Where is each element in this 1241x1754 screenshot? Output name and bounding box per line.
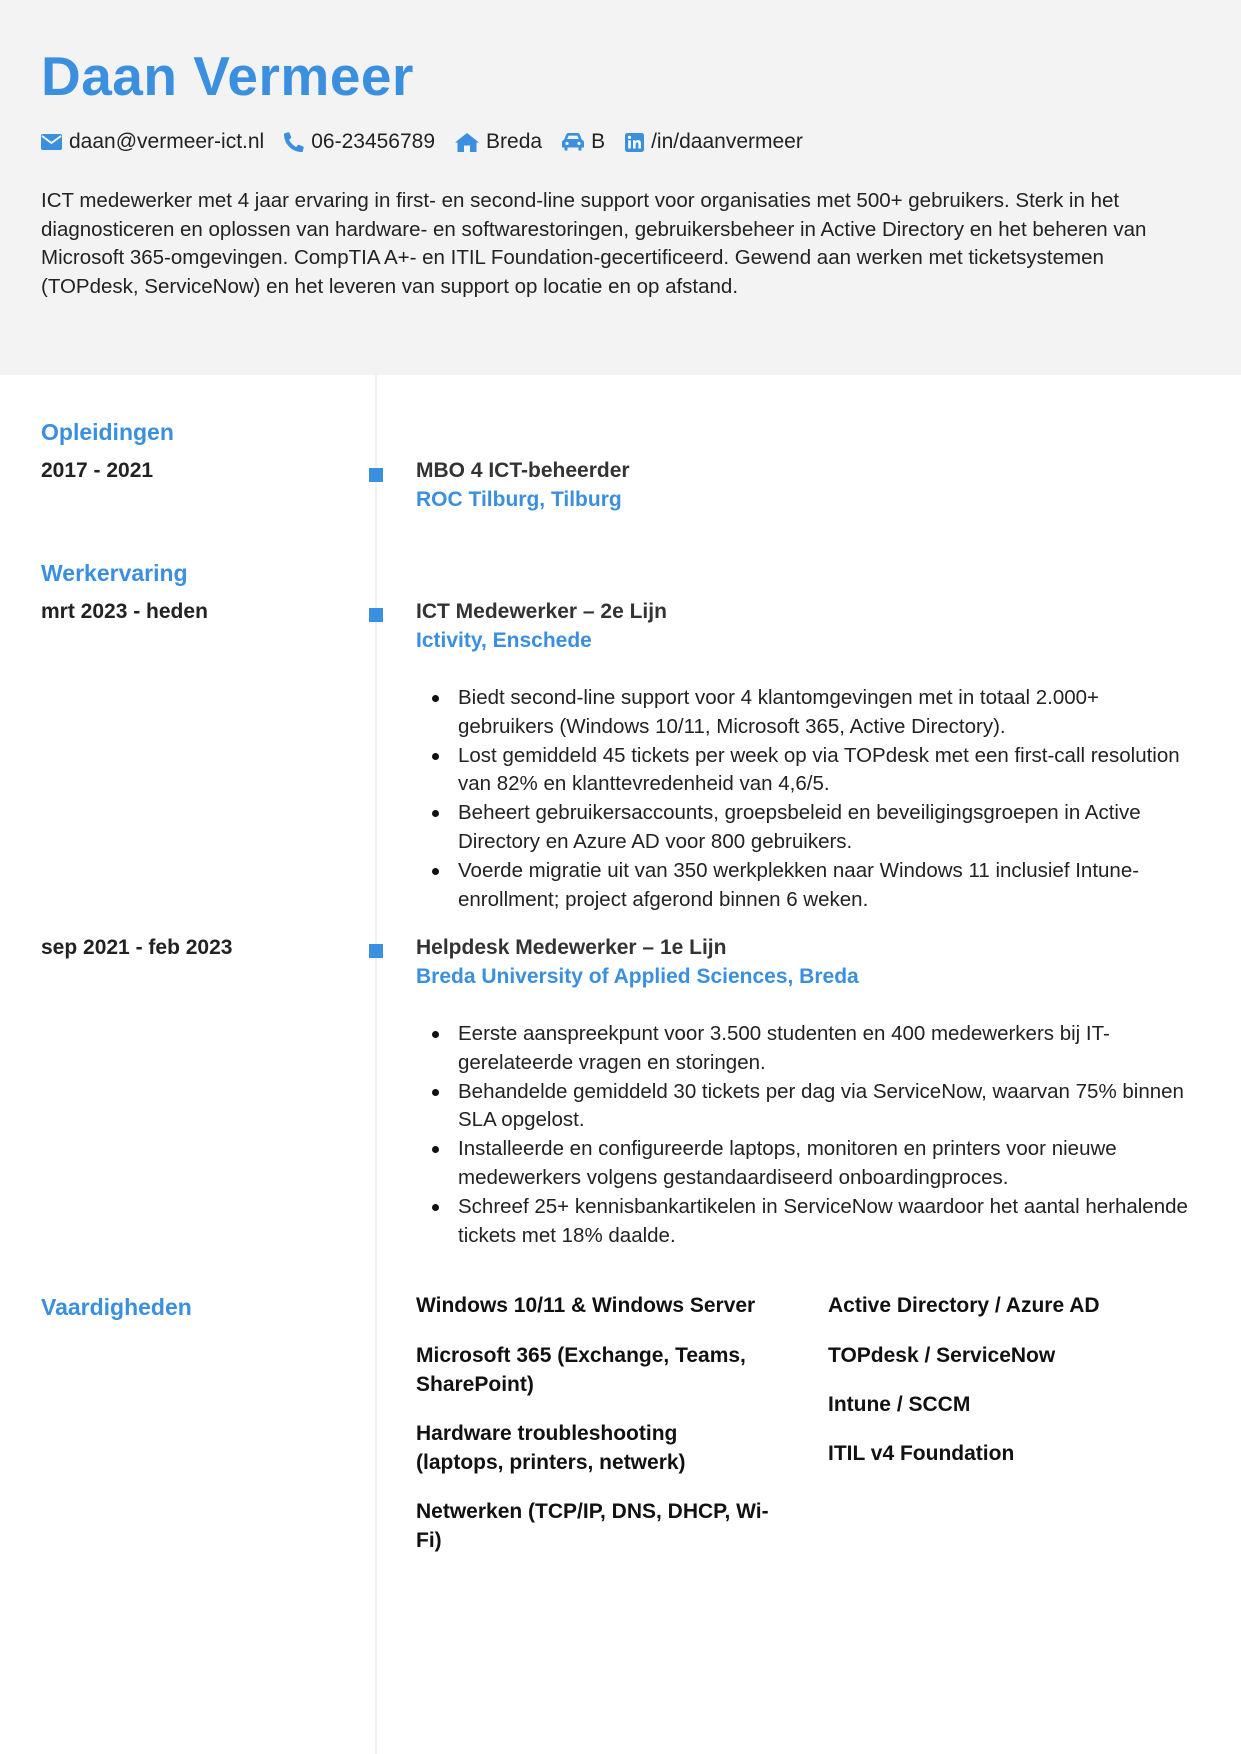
experience-bullets bbox=[416, 684, 1196, 914]
contact-city bbox=[455, 130, 542, 154]
skill-item: Windows 10/11 & Windows Server bbox=[416, 1294, 756, 1317]
city-text: Breda bbox=[486, 130, 543, 153]
education-school: ROC Tilburg, Tilburg bbox=[416, 488, 622, 511]
profile-summary: ICT medewerker met 4 jaar ervaring in first- en second-line support voor organisaties met 500+ gebruikers. Sterk in het diagnosticeren en oplossen van hardware- en softwarestoringen, gebruikersbeheer in Active Directory en het beheren van Microsoft 365-omgevingen. CompTIA A+- en ITIL Foundation-gecertificeerd. Gewend aan werken met ticketsystemen (TOPdesk, ServiceNow) en het leveren van support op locatie en op afstand. bbox=[41, 189, 1147, 298]
experience-company: Ictivity, Enschede bbox=[416, 629, 592, 652]
column-divider bbox=[375, 375, 377, 1754]
linkedin-text: /in/daanvermeer bbox=[651, 130, 803, 153]
education-title: MBO 4 ICT-beheerder bbox=[416, 459, 630, 482]
skill-item: TOPdesk / ServiceNow bbox=[828, 1344, 1056, 1367]
skill-item: Netwerken (TCP/IP, DNS, DHCP, Wi-Fi) bbox=[416, 1500, 769, 1552]
timeline-marker bbox=[369, 944, 383, 958]
header bbox=[0, 0, 1241, 375]
phone-icon bbox=[284, 132, 304, 152]
list-item: Voerde migratie uit van 350 werkplekken naar Windows 11 inclusief Intune-enrollment; project afgerond binnen 6 weken. bbox=[458, 857, 1196, 915]
skill-item: Intune / SCCM bbox=[828, 1393, 971, 1416]
timeline-marker bbox=[369, 608, 383, 622]
section-title-experience: Werkervaring bbox=[41, 560, 188, 586]
experience-bullets bbox=[416, 1020, 1196, 1250]
skill-item: ITIL v4 Foundation bbox=[828, 1442, 1015, 1465]
list-item: Installeerde en configureerde laptops, monitoren en printers voor nieuwe medewerkers volgens gestandaardiseerd onboardingproces. bbox=[458, 1135, 1196, 1193]
phone-text: 06-23456789 bbox=[311, 130, 436, 153]
experience-company: Breda University of Applied Sciences, Breda bbox=[416, 965, 859, 988]
experience-date: sep 2021 - feb 2023 bbox=[41, 936, 233, 959]
list-item: Behandelde gemiddeld 30 tickets per dag via ServiceNow, waarvan 75% binnen SLA opgelost. bbox=[458, 1078, 1196, 1136]
section-title-skills: Vaardigheden bbox=[41, 1294, 192, 1320]
experience-date: mrt 2023 - heden bbox=[41, 600, 208, 623]
list-item: Biedt second-line support voor 4 klantomgevingen met in totaal 2.000+ gebruikers (Windows 10/11, Microsoft 365, Active Directory). bbox=[458, 684, 1196, 742]
license-text: B bbox=[591, 130, 606, 153]
contact-email[interactable] bbox=[41, 130, 264, 154]
contact-license bbox=[562, 130, 605, 154]
skill-item: Active Directory / Azure AD bbox=[828, 1294, 1100, 1317]
skill-item: Hardware troubleshooting (laptops, printers, netwerk) bbox=[416, 1422, 686, 1474]
envelope-icon bbox=[41, 134, 62, 150]
experience-title: ICT Medewerker – 2e Lijn bbox=[416, 600, 667, 623]
car-icon bbox=[562, 133, 584, 151]
contact-phone[interactable] bbox=[284, 130, 435, 154]
candidate-name: Daan Vermeer bbox=[41, 45, 414, 107]
list-item: Lost gemiddeld 45 tickets per week op via TOPdesk met een first-call resolution van 82% en klanttevredenheid van 4,6/5. bbox=[458, 742, 1196, 800]
list-item: Eerste aanspreekpunt voor 3.500 studenten en 400 medewerkers bij IT-gerelateerde vragen en storingen. bbox=[458, 1020, 1196, 1078]
timeline-marker bbox=[369, 468, 383, 482]
section-title-education: Opleidingen bbox=[41, 419, 174, 445]
experience-title: Helpdesk Medewerker – 1e Lijn bbox=[416, 936, 727, 959]
linkedin-icon bbox=[625, 133, 644, 152]
home-icon bbox=[455, 133, 479, 152]
list-item: Schreef 25+ kennisbankartikelen in ServiceNow waardoor het aantal herhalende tickets met 18% daalde. bbox=[458, 1193, 1196, 1251]
contact-linkedin[interactable] bbox=[625, 130, 803, 154]
email-text: daan@vermeer-ict.nl bbox=[69, 130, 265, 153]
skill-item: Microsoft 365 (Exchange, Teams, SharePoint) bbox=[416, 1344, 746, 1396]
contact-bar bbox=[41, 128, 823, 156]
education-date: 2017 - 2021 bbox=[41, 459, 154, 482]
list-item: Beheert gebruikersaccounts, groepsbeleid en beveiligingsgroepen in Active Directory en Azure AD voor 800 gebruikers. bbox=[458, 799, 1196, 857]
